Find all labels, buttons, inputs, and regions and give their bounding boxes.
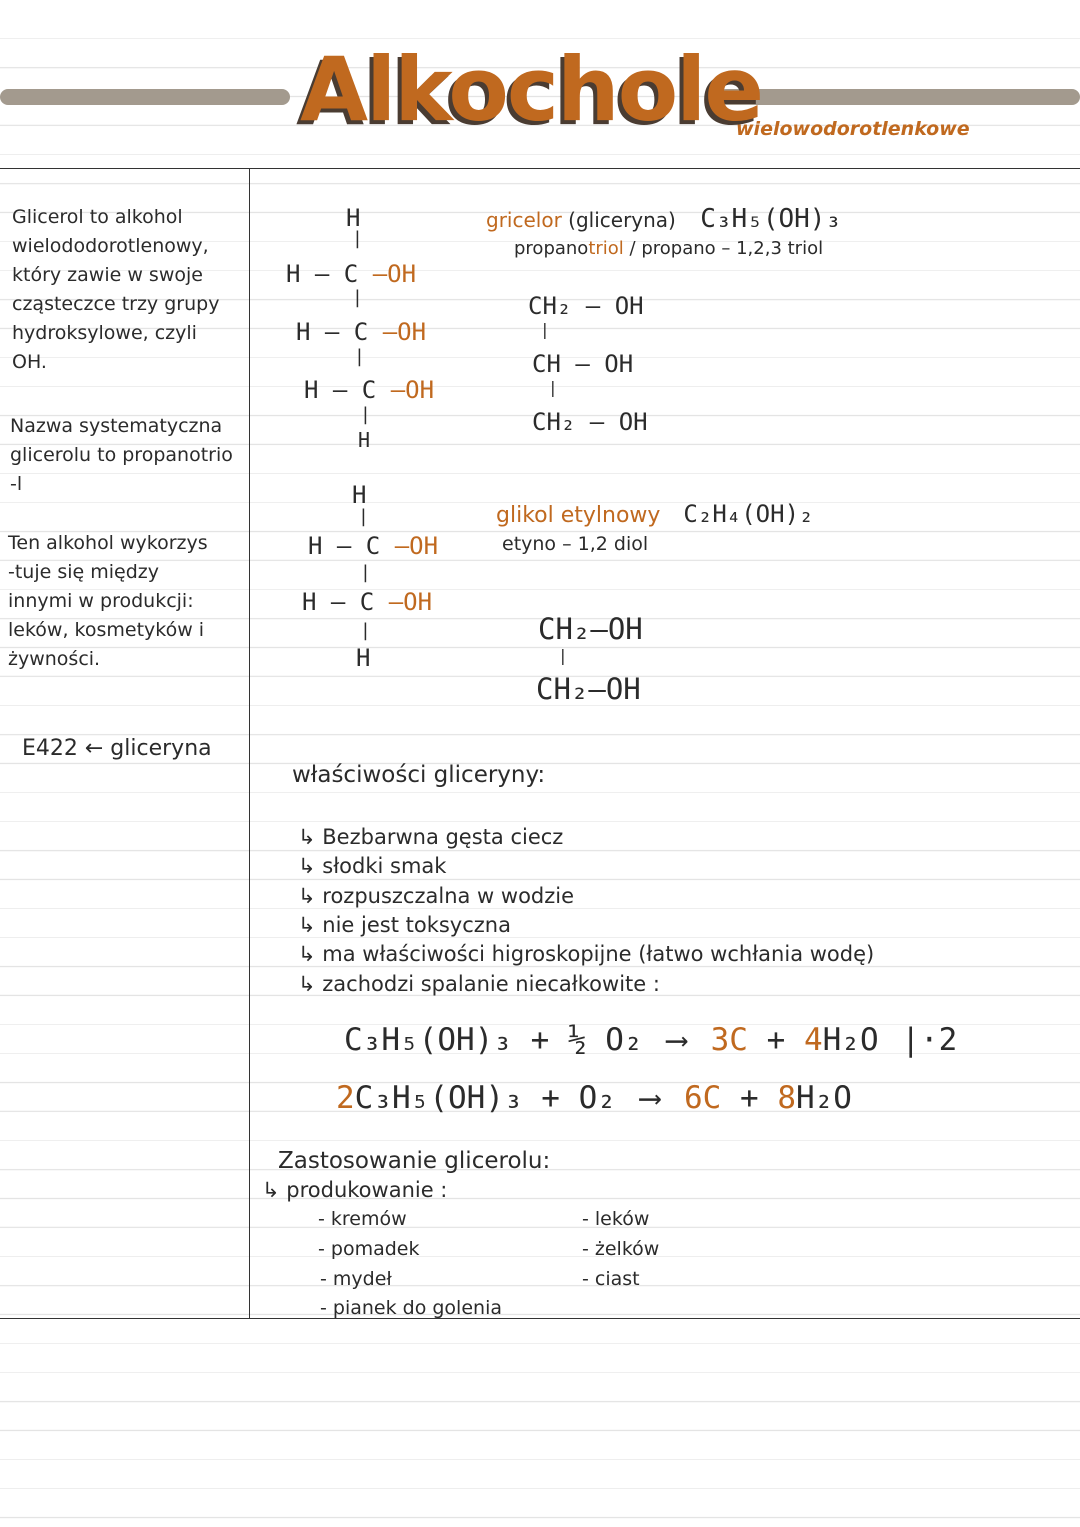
use-item: - leków xyxy=(582,1208,650,1230)
header-divider xyxy=(0,168,1080,169)
bond: | xyxy=(558,646,568,665)
bond: | xyxy=(360,404,371,425)
uses-heading: Zastosowanie glicerolu: xyxy=(278,1148,551,1174)
bond: | xyxy=(548,378,558,397)
glycerol-systematic-name xyxy=(514,238,823,259)
use-item: - pianek do golenia xyxy=(320,1297,502,1319)
row-prefix: H – C xyxy=(308,532,381,560)
glycol-condensed-row: CH₂–OH xyxy=(536,672,641,706)
use-item: - mydeł xyxy=(320,1268,392,1290)
use-item: - kremów xyxy=(318,1208,407,1230)
note-systematic-name xyxy=(10,412,233,499)
hydroxyl-group: –OH xyxy=(394,532,439,560)
note-line: OH. xyxy=(12,351,47,373)
glycol-systematic-name: etyno – 1,2 diol xyxy=(502,533,649,555)
glycerol-name-rest: (gliceryna) xyxy=(568,208,676,232)
glycerol-name-orange: gricelor xyxy=(486,208,562,232)
systematic-part: propano xyxy=(514,238,589,259)
equation-product: 6C xyxy=(683,1080,722,1116)
hydroxyl-group: –OH xyxy=(382,318,427,346)
note-line: który zawie w swoje xyxy=(12,264,203,286)
atom-h: H xyxy=(356,644,371,672)
property-item: ↳ ma właściwości higroskopijne (łatwo wchłania wodę) xyxy=(298,942,875,966)
equation-product: 3C xyxy=(710,1022,748,1058)
note-line: innymi w produkcji: xyxy=(8,590,194,612)
reaction-arrow-icon: ⟶ xyxy=(640,1080,660,1116)
bottom-divider xyxy=(0,1318,1080,1319)
note-line: cząsteczce trzy grupy xyxy=(12,293,220,315)
combustion-equation-1 xyxy=(344,1022,957,1058)
equation-reactants: C₃H₅(OH)₃ + ½ O₂ xyxy=(344,1022,643,1058)
atom-h: H xyxy=(352,481,367,509)
use-item: - pomadek xyxy=(318,1238,420,1260)
structure-row xyxy=(296,318,426,346)
combustion-equation-2 xyxy=(336,1080,852,1116)
equation-coefficient: 4 xyxy=(803,1022,823,1058)
hydroxyl-group: –OH xyxy=(390,376,435,404)
properties-heading: właściwości gliceryny: xyxy=(292,762,546,788)
equation-product: H₂O xyxy=(795,1080,852,1116)
note-line: -tuje się między xyxy=(8,561,160,583)
glycerol-condensed-row: CH₂ – OH xyxy=(528,292,644,320)
reaction-arrow-icon: ⟶ xyxy=(667,1022,686,1058)
note-line: Ten alkohol wykorzys xyxy=(8,532,208,554)
glycol-name-text: glikol etylnowy xyxy=(496,503,661,528)
bond: | xyxy=(540,320,550,339)
note-line: Nazwa systematyczna xyxy=(10,415,223,437)
row-prefix: H – C xyxy=(302,588,375,616)
margin-divider xyxy=(249,168,250,1318)
note-glycerol-definition xyxy=(12,203,219,377)
systematic-part: / propano – 1,2,3 triol xyxy=(629,238,824,259)
systematic-part: triol xyxy=(588,238,624,259)
structure-row xyxy=(308,532,438,560)
equation-multiplier: |·2 xyxy=(901,1022,958,1058)
note-e422: E422 ← gliceryna xyxy=(22,736,212,761)
uses-subheading: ↳ produkowanie : xyxy=(262,1178,448,1202)
bond: | xyxy=(358,506,369,527)
note-line: -l xyxy=(10,473,23,495)
hydroxyl-group: –OH xyxy=(388,588,433,616)
glycerol-formula: C₃H₅(OH)₃ xyxy=(700,204,842,234)
glycol-formula: C₂H₄(OH)₂ xyxy=(683,500,814,528)
atom-h: H xyxy=(346,204,361,232)
page-subtitle: wielowodorotlenkowe xyxy=(736,118,970,140)
page-title: Alkochole xyxy=(300,38,763,141)
equation-reactants: C₃H₅(OH)₃ + O₂ xyxy=(354,1080,616,1116)
note-line: Glicerol to alkohol xyxy=(12,206,183,228)
equation-coefficient: 8 xyxy=(777,1080,796,1116)
use-item: - ciast xyxy=(582,1268,640,1290)
hydroxyl-group: –OH xyxy=(372,260,417,288)
atom-h: H xyxy=(358,428,371,452)
structure-row xyxy=(286,260,416,288)
note-line: glicerolu to propanotrio xyxy=(10,444,233,466)
use-item: - żelków xyxy=(582,1238,660,1260)
note-line: leków, kosmetyków i xyxy=(8,619,205,641)
row-prefix: H – C xyxy=(296,318,369,346)
note-line: hydroksylowe, czyli xyxy=(12,322,197,344)
glycerol-condensed-row: CH₂ – OH xyxy=(532,408,648,436)
equation-plus: + xyxy=(747,1022,804,1058)
note-line: wielododorotlenowy, xyxy=(12,235,209,257)
note-line: żywności. xyxy=(8,648,101,670)
property-item: ↳ zachodzi spalanie niecałkowite : xyxy=(298,972,660,996)
glycol-name xyxy=(496,500,813,528)
property-item: ↳ słodki smak xyxy=(298,854,447,878)
equation-coefficient: 2 xyxy=(336,1080,355,1116)
property-item: ↳ nie jest toksyczna xyxy=(298,913,511,937)
structure-row xyxy=(302,588,432,616)
property-item: ↳ Bezbarwna gęsta ciecz xyxy=(298,825,564,849)
property-item: ↳ rozpuszczalna w wodzie xyxy=(298,884,575,908)
glycol-condensed-row: CH₂–OH xyxy=(538,612,643,646)
glycerol-name xyxy=(486,204,841,234)
bond: | xyxy=(354,346,365,367)
row-prefix: H – C xyxy=(304,376,377,404)
bond: | xyxy=(360,620,371,641)
glycerol-condensed-row: CH – OH xyxy=(532,350,634,378)
bond: | xyxy=(352,287,363,308)
title-bar-left xyxy=(0,89,290,105)
bond: | xyxy=(352,228,363,249)
bond: | xyxy=(360,562,371,583)
title-bar-right xyxy=(718,89,1080,105)
row-prefix: H – C xyxy=(286,260,359,288)
structure-row xyxy=(304,376,434,404)
equation-product: H₂O xyxy=(822,1022,879,1058)
note-usage xyxy=(8,529,208,674)
equation-plus: + xyxy=(721,1080,778,1116)
